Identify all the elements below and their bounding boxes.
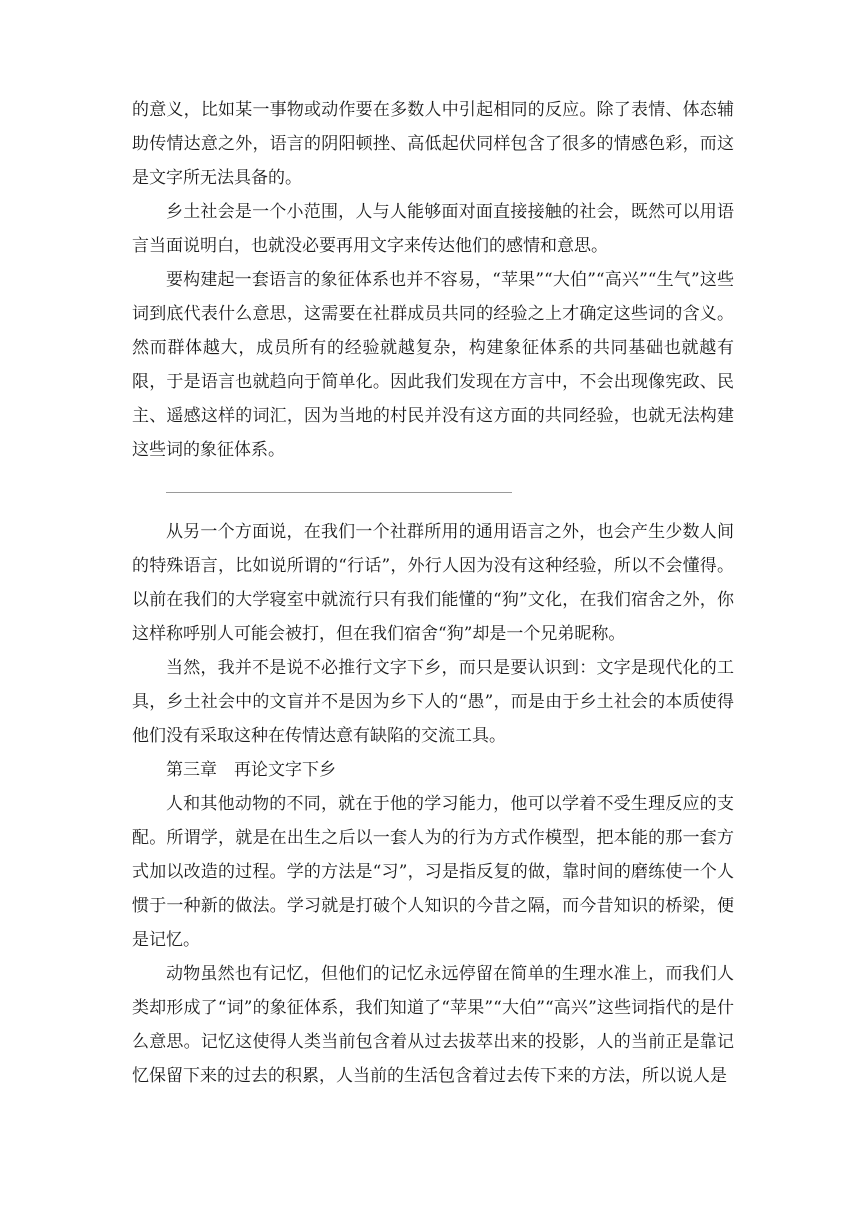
section-divider (166, 492, 512, 493)
paragraph: 乡土社会是一个小范围，人与人能够面对面直接接触的社会，既然可以用语言当面说明白，也就没必要再用文字来传达他们的感情和意思。 (132, 202, 734, 256)
paragraph: 从另一个方面说，在我们一个社群所用的通用语言之外，也会产生少数人间的特殊语言，比如说所谓的“行话”，外行人因为没有这种经验，所以不会懂得。以前在我们的大学寝室中就流行只有我们能懂的“狗”文化，在我们宿舍之外，你这样称呼别人可能会被打，但在我们宿舍“狗”却是一个兄弟昵称。 (132, 522, 734, 644)
paragraph: 要构建起一套语言的象征体系也并不容易，“苹果”“大伯”“高兴”“生气”这些词到底代表什么意思，这需要在社群成员共同的经验之上才确定这些词的含义。然而群体越大，成员所有的经验就越复杂，构建象征体系的共同基础也就越有限，于是语言也就趋向于简单化。因此我们发现在方言中，不会出现像宪政、民主、遥感这样的词汇，因为当地的村民并没有这方面的共同经验，也就无法构建这些词的象征体系。 (132, 270, 734, 460)
chapter-heading: 第三章 再论文字下乡 (166, 760, 336, 780)
paragraph: 当然，我并不是说不必推行文字下乡，而只是要认识到：文字是现代化的工具，乡土社会中的文盲并不是因为乡下人的“愚”，而是由于乡土社会的本质使得他们没有采取这种在传情达意有缺陷的交流工具。 (132, 658, 734, 746)
paragraph: 人和其他动物的不同，就在于他的学习能力，他可以学着不受生理反应的支配。所谓学，就是在出生之后以一套人为的行为方式作模型，把本能的那一套方式加以改造的过程。学的方法是“习”，习是指反复的做，靠时间的磨练使一个人惯于一种新的做法。学习就是打破个人知识的今昔之隔，而今昔知识的桥梁，便是记忆。 (132, 794, 734, 950)
document-page (132, 93, 734, 1093)
paragraph: 的意义，比如某一事物或动作要在多数人中引起相同的反应。除了表情、体态辅助传情达意之外，语言的阴阳顿挫、高低起伏同样包含了很多的情感色彩，而这是文字所无法具备的。 (132, 100, 734, 188)
paragraph: 动物虽然也有记忆，但他们的记忆永远停留在简单的生理水准上，而我们人类却形成了“词”的象征体系，我们知道了“苹果”“大伯”“高兴”这些词指代的是什么意思。记忆这使得人类当前包含着从过去拔萃出来的投影，人的当前正是靠记忆保留下来的过去的积累，人当前的生活包含着过去传下来的方法，所以说人是 (132, 964, 734, 1086)
